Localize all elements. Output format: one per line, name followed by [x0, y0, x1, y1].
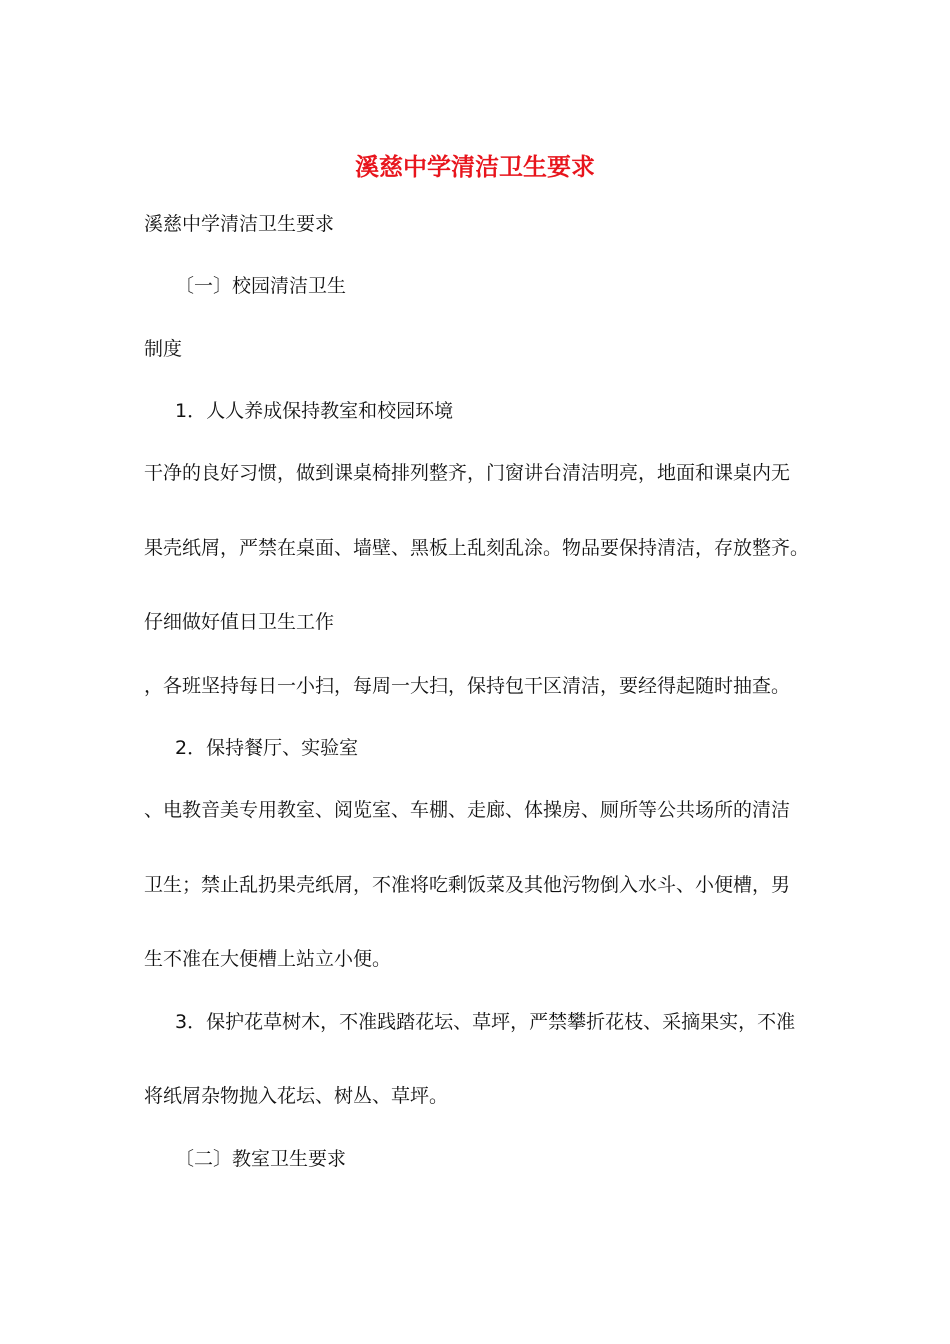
list-item-1-line: 1．人人养成保持教室和校园环境: [175, 400, 454, 422]
section-heading-2: 〔二〕教室卫生要求: [175, 1148, 347, 1170]
paragraph-line: 将纸屑杂物抛入花坛、树丛、草坪。: [144, 1085, 449, 1107]
list-item-2-line: 2．保持餐厅、实验室: [175, 737, 359, 759]
paragraph-line: 干净的良好习惯，做到课桌椅排列整齐，门窗讲台清洁明亮，地面和课桌内无: [144, 462, 791, 484]
document-title: 溪慈中学清洁卫生要求: [355, 152, 595, 181]
paragraph-line: ，各班坚持每日一小扫，每周一大扫，保持包干区清洁，要经得起随时抽查。: [144, 675, 791, 697]
paragraph-line: 卫生；禁止乱扔果壳纸屑，不准将吃剩饭菜及其他污物倒入水斗、小便槽，男: [144, 874, 791, 896]
list-item-3-line: 3．保护花草树木，不准践踏花坛、草坪，严禁攀折花枝、采摘果实，不准: [175, 1011, 796, 1033]
paragraph-line: 制度: [144, 338, 183, 360]
subtitle-line: 溪慈中学清洁卫生要求: [144, 213, 335, 235]
paragraph-line: 生不准在大便槽上站立小便。: [144, 948, 392, 970]
paragraph-line: 、电教音美专用教室、阅览室、车棚、走廊、体操房、厕所等公共场所的清洁: [144, 799, 791, 821]
paragraph-line: 果壳纸屑，严禁在桌面、墙壁、黑板上乱刻乱涂。物品要保持清洁，存放整齐。: [144, 537, 810, 559]
paragraph-line: 仔细做好值日卫生工作: [144, 611, 335, 633]
section-heading-1: 〔一〕校园清洁卫生: [175, 275, 347, 297]
